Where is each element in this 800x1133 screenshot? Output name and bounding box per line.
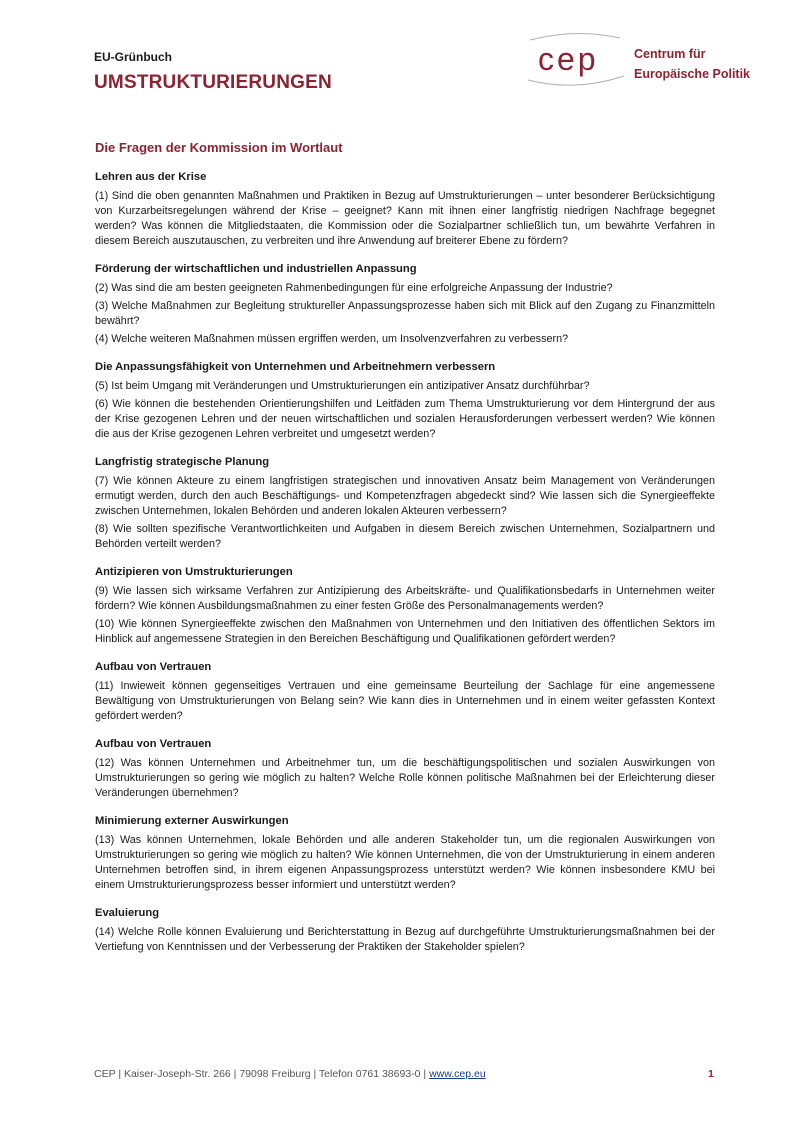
section-heading: Lehren aus der Krise xyxy=(95,171,207,183)
document-title: UMSTRUKTURIERUNGEN xyxy=(94,72,332,93)
section-heading: Aufbau von Vertrauen xyxy=(95,661,212,673)
organization-name xyxy=(634,44,750,84)
section-list xyxy=(95,170,715,955)
section-heading: Evaluierung xyxy=(95,907,160,919)
section-heading: Langfristig strategische Planung xyxy=(95,456,270,468)
question-section xyxy=(95,814,715,893)
main-heading: Die Fragen der Kommission im Wortlaut xyxy=(95,140,343,155)
section-heading: Aufbau von Vertrauen xyxy=(95,738,212,750)
question-text: (7) Wie können Akteure zu einem langfristigen strategischen und innovativen Ansatz beim Management von Veränderungen ermutigt werden, durch den auch Beschäftigungs- und Kompetenzfragen abgedeckt sind? Wie lassen sich die Synergieeffekte zwischen Unternehmen, lokalen Behörden und anderen lokalen Akteuren verbessern? xyxy=(95,475,715,517)
organization-name-line2: Europäische Politik xyxy=(634,67,751,81)
question-text: (13) Was können Unternehmen, lokale Behörden und alle anderen Stakeholder tun, um die regionalen Auswirkungen von Umstrukturierungen so gering wie möglich zu halten? Wie können Unternehmen, die von der Umstrukturierung in einem anderen Unternehmen betroffen sind, in ihrem eigenen Anpassungsprozess unterstützt werden? Wie können insbesondere KMU bei einem Umstrukturierungsprozess besser informiert und unterstützt werden? xyxy=(95,834,715,891)
question-section xyxy=(95,170,715,249)
cep-logo xyxy=(520,28,630,88)
question-section xyxy=(95,660,715,724)
question-section xyxy=(95,565,715,647)
question-text: (2) Was sind die am besten geeigneten Rahmenbedingungen für eine erfolgreiche Anpassung der Industrie? xyxy=(95,282,613,294)
question-text: (3) Welche Maßnahmen zur Begleitung struktureller Anpassungsprozesse haben sich mit Blick auf den Zugang zu Finanzmitteln bewährt? xyxy=(95,300,715,327)
section-heading: Minimierung externer Auswirkungen xyxy=(95,815,289,827)
question-text: (4) Welche weiteren Maßnahmen müssen ergriffen werden, um Insolvenzverfahren zu verbessern? xyxy=(95,333,569,345)
question-text: (9) Wie lassen sich wirksame Verfahren zur Antizipierung des Arbeitskräfte- und Qualifikationsbedarfs in Unternehmen weiter fördern? Wie können Ausbildungsmaßnahmen zu einer festen Größe des Personalmanagements werden? xyxy=(95,585,715,612)
question-section xyxy=(95,737,715,801)
document-type: EU-Grünbuch xyxy=(94,50,172,64)
question-text: (8) Wie sollten spezifische Verantwortlichkeiten und Aufgaben in diesem Bereich zwischen Unternehmen, Sozialpartnern und Behörden verteilt werden? xyxy=(95,523,715,550)
footer-website-link[interactable]: www.cep.eu xyxy=(429,1068,486,1080)
question-section xyxy=(95,360,715,442)
question-section xyxy=(95,262,715,347)
question-text: (12) Was können Unternehmen und Arbeitnehmer tun, um die beschäftigungspolitischen und sozialen Auswirkungen von Umstrukturierungen so gering wie möglich zu halten? Welche Rolle können politische Maßnahmen bei der Erleichterung dieser Veränderungen übernehmen? xyxy=(95,757,715,799)
section-heading: Die Anpassungsfähigkeit von Unternehmen und Arbeitnehmern verbessern xyxy=(95,361,496,373)
section-heading: Förderung der wirtschaftlichen und industriellen Anpassung xyxy=(95,263,417,275)
question-text: (5) Ist beim Umgang mit Veränderungen und Umstrukturierungen ein antizipativer Ansatz durchführbar? xyxy=(95,380,590,392)
svg-text:cep: cep xyxy=(538,41,599,77)
question-section xyxy=(95,906,715,955)
question-text: (10) Wie können Synergieeffekte zwischen den Maßnahmen von Unternehmen und den Initiativen des öffentlichen Sektors im Hinblick auf angemessene Strategien in den Bereichen Beschäftigung und Qualifikationen gefördert werden? xyxy=(95,618,715,645)
page-number: 1 xyxy=(708,1068,714,1080)
section-heading: Antizipieren von Umstrukturierungen xyxy=(95,566,293,578)
footer-address: CEP | Kaiser-Joseph-Str. 266 | 79098 Freiburg | Telefon 0761 38693-0 | xyxy=(94,1068,430,1080)
question-text: (1) Sind die oben genannten Maßnahmen und Praktiken in Bezug auf Umstrukturierungen – unter besonderer Berücksichtigung von Kurzarbeitsregelungen während der Krise – geeignet? Kann mit ihnen einer langfristig niedrigen Nachfrage begegnet werden? Was können die Mitgliedstaaten, die Kommission oder die Sozialpartner schließlich tun, um bewährte Verfahren in diesem Bereich auszutauschen, zu verbreiten und ihre Anwendung auf breiterer Ebene zu fördern? xyxy=(95,190,715,247)
organization-name-line1: Centrum für xyxy=(634,47,706,61)
question-text: (14) Welche Rolle können Evaluierung und Berichterstattung in Bezug auf durchgeführte Umstrukturierungsmaßnahmen bei der Vertiefung von Kenntnissen und der Verbesserung der Praktiken der Stakeholder spielen? xyxy=(95,926,715,953)
question-text: (11) Inwieweit können gegenseitiges Vertrauen und eine gemeinsame Beurteilung der Sachlage für eine angemessene Bewältigung von Umstrukturierungen von Belang sein? Wie kann dies in Unternehmen und in einem weiter gefassten Kontext gefördert werden? xyxy=(95,680,715,722)
main-content xyxy=(95,140,715,968)
question-section xyxy=(95,455,715,552)
question-text: (6) Wie können die bestehenden Orientierungshilfen und Leitfäden zum Thema Umstrukturierung vor dem Hintergrund der aus der Krise gezogenen Lehren und der neuen wirtschaftlichen und sozialen Herausforderungen verbessert werden? Wie können die aus der Krise gezogenen Lehren verbreitet und umgesetzt werden? xyxy=(95,398,715,440)
footer xyxy=(94,1068,486,1080)
